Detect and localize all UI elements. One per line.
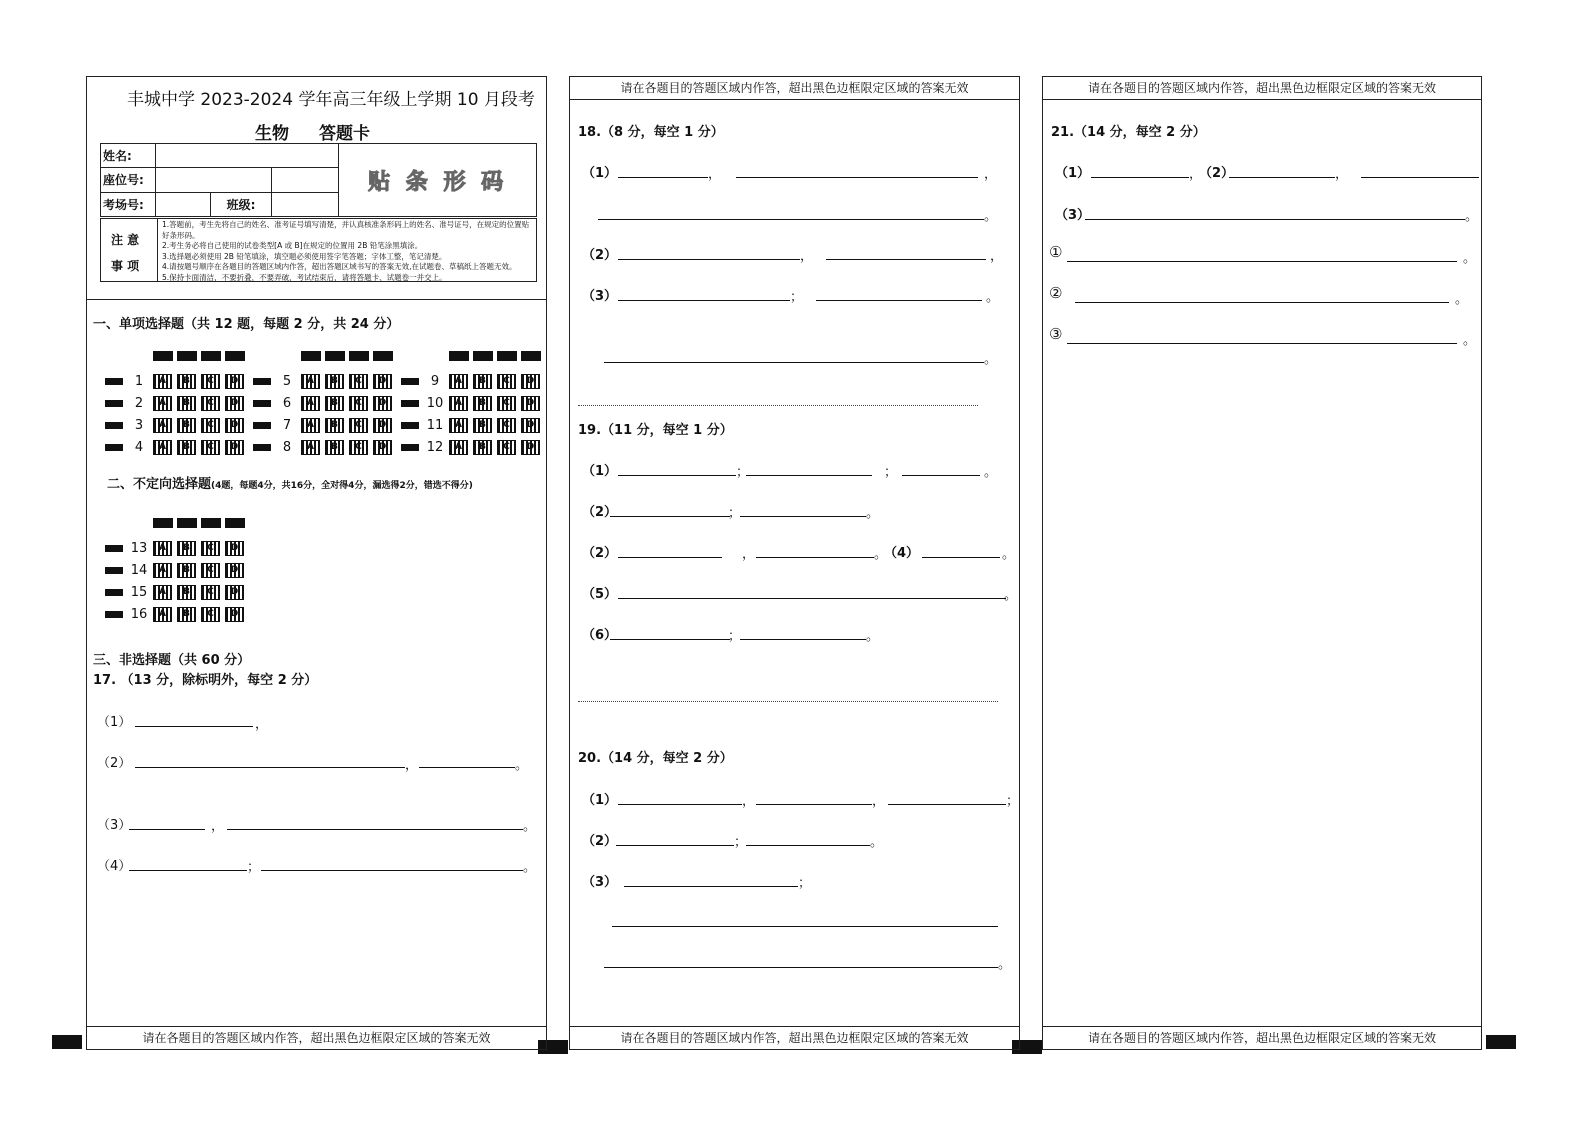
punct: 。: [1465, 209, 1479, 224]
choice-bubble[interactable]: B: [177, 396, 196, 411]
q19-label-2: （2）: [582, 505, 618, 520]
choice-bubble[interactable]: B: [473, 440, 492, 455]
note-item: 5.保持卡面清洁，不要折叠，不要弄破，考试结束后，请将答题卡、试题卷一并交上。: [162, 272, 447, 282]
choice-bubble[interactable]: C: [201, 585, 220, 600]
choice-bubble[interactable]: D: [521, 418, 540, 433]
q18-label-2: （2）: [582, 248, 618, 263]
seat-extra: [272, 168, 339, 192]
q19-label-4: （4）: [884, 546, 920, 561]
q20-blank[interactable]: [746, 845, 870, 846]
divider: [578, 405, 978, 406]
question-number: 2: [134, 396, 144, 411]
punct: 。: [984, 209, 998, 224]
section3-title: 三、非选择题（共 60 分）: [93, 653, 251, 668]
punct: ，: [708, 167, 722, 182]
q20-label-1: （1）: [582, 793, 618, 808]
warning-footer: 请在各题目的答题区域内作答，超出黑色边框限定区域的答案无效: [570, 1026, 1019, 1049]
punct: 。: [523, 819, 537, 834]
room-field[interactable]: [156, 192, 211, 216]
timing-tick: [105, 378, 123, 385]
choice-bubbles: [449, 396, 540, 411]
punct: ，: [742, 547, 756, 562]
punct: ，: [990, 249, 1004, 264]
q18-blank[interactable]: [736, 177, 978, 178]
candidate-info-table: [100, 143, 537, 217]
punct: ，: [1189, 167, 1203, 182]
punct: ；: [798, 876, 812, 891]
choice-bubble[interactable]: D: [225, 418, 244, 433]
punct: 。: [984, 465, 998, 480]
timing-tick: [105, 444, 123, 451]
punct: 。: [986, 290, 1000, 305]
punct: 。: [1004, 588, 1018, 603]
choice-bubble[interactable]: C: [201, 541, 220, 556]
warning-footer: 请在各题目的答题区域内作答，超出黑色边框限定区域的答案无效: [87, 1026, 546, 1049]
question-number: 4: [134, 440, 144, 455]
class-label: 班级:: [211, 192, 272, 216]
choice-bubble[interactable]: D: [225, 374, 244, 389]
question-number: 9: [430, 374, 440, 389]
choice-bubble[interactable]: B: [473, 374, 492, 389]
timing-tick: [401, 422, 419, 429]
choice-bubble[interactable]: A: [153, 374, 172, 389]
q17-blank[interactable]: [129, 870, 247, 871]
choice-bubbles: [153, 563, 244, 578]
choice-bubbles: [301, 396, 392, 411]
q18-blank[interactable]: [598, 219, 984, 220]
q17-blank[interactable]: [419, 767, 515, 768]
q18-blank[interactable]: [816, 300, 982, 301]
q20-label-2: （2）: [582, 834, 618, 849]
choice-bubble[interactable]: A: [153, 396, 172, 411]
exam-title: 丰城中学 2023-2024 学年高三年级上学期 10 月段考: [127, 90, 535, 110]
choice-bubble[interactable]: C: [201, 418, 220, 433]
notes-label-1: 注 意: [111, 233, 140, 247]
timing-tick: [253, 378, 271, 385]
q19-label-1: （1）: [582, 464, 618, 479]
question-number: 5: [282, 374, 292, 389]
section2-title-text: 二、不定向选择题: [107, 477, 212, 492]
column-1: [86, 76, 547, 1050]
choice-bubble[interactable]: B: [473, 418, 492, 433]
warning-footer: 请在各题目的答题区域内作答，超出黑色边框限定区域的答案无效: [1043, 1026, 1481, 1049]
choice-bubble[interactable]: C: [201, 607, 220, 622]
punct: 。: [874, 547, 888, 562]
punct: ，: [800, 249, 814, 264]
notes-text: [162, 220, 534, 283]
q21-circled-3: ③: [1049, 325, 1063, 343]
choice-bubbles: [301, 418, 392, 433]
punct: ，: [255, 717, 269, 732]
choice-bubble[interactable]: D: [373, 418, 392, 433]
choice-bubble[interactable]: A: [301, 440, 320, 455]
q17-blank[interactable]: [135, 767, 405, 768]
punct: 。: [866, 506, 880, 521]
choice-bubble[interactable]: B: [177, 541, 196, 556]
question-number: 12: [426, 440, 444, 455]
q20-blank[interactable]: [612, 926, 998, 927]
q21-blank[interactable]: [1361, 177, 1479, 178]
choice-bubbles: [301, 374, 392, 389]
choice-bubble[interactable]: A: [153, 607, 172, 622]
q21-blank[interactable]: [1075, 302, 1449, 303]
q21-blank[interactable]: [1229, 177, 1335, 178]
q19-blank[interactable]: [740, 516, 866, 517]
warning-header: 请在各题目的答题区域内作答，超出黑色边框限定区域的答案无效: [1043, 77, 1481, 100]
punct: ，: [984, 167, 998, 182]
q21-blank[interactable]: [1091, 177, 1189, 178]
note-item: 2.考生务必将自己使用的试卷类型[A 或 B]在规定的位置用 2B 铅笔涂黑填涂。: [162, 241, 423, 250]
q20-blank[interactable]: [616, 845, 734, 846]
choice-bubble[interactable]: D: [521, 396, 540, 411]
choice-bubble[interactable]: D: [373, 374, 392, 389]
timing-tick: [401, 400, 419, 407]
q19-blank[interactable]: [902, 475, 980, 476]
question-number: 6: [282, 396, 292, 411]
timing-mark: [52, 1035, 82, 1049]
question-number: 14: [130, 563, 148, 578]
q21-circled-2: ②: [1049, 284, 1063, 302]
option-header-group: [301, 346, 397, 365]
choice-bubbles: [449, 374, 540, 389]
q18-blank[interactable]: [618, 177, 708, 178]
punct: 。: [1002, 547, 1016, 562]
punct: ，: [872, 794, 886, 809]
choice-bubble[interactable]: D: [225, 585, 244, 600]
question-number: 13: [130, 541, 148, 556]
choice-bubble[interactable]: B: [325, 418, 344, 433]
question-number: 16: [130, 607, 148, 622]
punct: ；: [790, 290, 804, 305]
q19-label-6: （6）: [582, 628, 618, 643]
choice-bubble[interactable]: A: [301, 418, 320, 433]
timing-tick: [401, 378, 419, 385]
choice-bubble[interactable]: A: [449, 440, 468, 455]
choice-bubbles: [449, 418, 540, 433]
punct: ，: [405, 758, 419, 773]
q18-blank[interactable]: [618, 300, 790, 301]
choice-bubble[interactable]: A: [153, 541, 172, 556]
choice-bubble[interactable]: C: [201, 563, 220, 578]
q17-label-3: （3）: [97, 818, 132, 833]
q18-label-3: （3）: [582, 289, 618, 304]
q21-title: 21.（14 分，每空 2 分）: [1051, 125, 1206, 140]
name-field[interactable]: [156, 144, 339, 168]
choice-bubbles: [153, 585, 244, 600]
punct: 。: [1455, 292, 1469, 307]
choice-bubble[interactable]: C: [349, 396, 368, 411]
choice-bubble[interactable]: B: [177, 374, 196, 389]
question-number: 7: [282, 418, 292, 433]
timing-tick: [253, 400, 271, 407]
q19-blank[interactable]: [746, 475, 872, 476]
choice-bubble[interactable]: D: [225, 541, 244, 556]
q21-blank[interactable]: [1067, 343, 1457, 344]
choice-bubble[interactable]: C: [497, 396, 516, 411]
punct: ；: [728, 506, 742, 521]
choice-bubble[interactable]: B: [473, 396, 492, 411]
choice-bubble[interactable]: C: [497, 440, 516, 455]
q17-label-1: （1）: [97, 715, 132, 730]
punct: ；: [247, 860, 261, 875]
divider: [578, 701, 998, 702]
choice-bubble[interactable]: B: [177, 563, 196, 578]
seat-label: 座位号:: [101, 168, 156, 192]
punct: ；: [734, 835, 748, 850]
choice-bubble[interactable]: C: [201, 374, 220, 389]
q17-blank[interactable]: [135, 726, 253, 727]
q18-label-1: （1）: [582, 166, 618, 181]
q18-title: 18.（8 分，每空 1 分）: [578, 125, 724, 140]
q19-blank[interactable]: [618, 475, 736, 476]
note-item: 1.答题前，考生先将自己的姓名、准考证号填写清楚，并认真核准条形码上的姓名、准号证号，在规定的位置贴好条形码。: [162, 220, 530, 240]
question-number: 3: [134, 418, 144, 433]
room-label: 考场号:: [101, 192, 156, 216]
choice-bubbles: [153, 418, 244, 433]
q20-blank[interactable]: [888, 804, 1006, 805]
q18-blank[interactable]: [618, 259, 800, 260]
choice-bubbles: [153, 440, 244, 455]
option-header-group: [153, 346, 249, 365]
choice-bubble[interactable]: D: [225, 396, 244, 411]
question-number: 8: [282, 440, 292, 455]
choice-bubble[interactable]: C: [497, 418, 516, 433]
punct: 。: [515, 758, 529, 773]
q20-title: 20.（14 分，每空 2 分）: [578, 751, 733, 766]
q18-blank[interactable]: [826, 259, 986, 260]
barcode-area: [339, 144, 537, 217]
option-header-group: [153, 513, 249, 532]
punct: ，: [211, 819, 225, 834]
choice-bubble[interactable]: A: [301, 374, 320, 389]
q19-label-2b: （2）: [582, 546, 618, 561]
choice-bubble[interactable]: B: [325, 396, 344, 411]
card-label: 答题卡: [319, 124, 370, 144]
q19-blank[interactable]: [756, 557, 874, 558]
choice-bubble[interactable]: D: [373, 440, 392, 455]
q17-label-4: （4）: [97, 859, 132, 874]
q17-blank[interactable]: [129, 829, 205, 830]
punct: 。: [866, 629, 880, 644]
choice-bubble[interactable]: A: [153, 563, 172, 578]
section2-note: (4题，每题4分，共16分，全对得4分，漏选得2分，错选不得分): [211, 481, 473, 491]
name-label: 姓名:: [101, 144, 156, 168]
punct: ，: [742, 794, 756, 809]
choice-bubble[interactable]: C: [349, 440, 368, 455]
column-2: [569, 76, 1020, 1050]
choice-bubble[interactable]: C: [497, 374, 516, 389]
q19-title: 19.（11 分，每空 1 分）: [578, 423, 733, 438]
question-number: 10: [426, 396, 444, 411]
choice-bubbles: [153, 541, 244, 556]
timing-tick: [401, 444, 419, 451]
q17-label-2: （2）: [97, 756, 132, 771]
q19-blank[interactable]: [610, 639, 730, 640]
choice-bubble[interactable]: B: [177, 418, 196, 433]
choice-bubble[interactable]: C: [349, 418, 368, 433]
subject-label: 生物: [255, 124, 289, 144]
choice-bubble[interactable]: C: [349, 374, 368, 389]
choice-bubble[interactable]: D: [225, 607, 244, 622]
q19-blank[interactable]: [610, 516, 730, 517]
timing-tick: [105, 422, 123, 429]
choice-bubble[interactable]: D: [521, 374, 540, 389]
column-3: [1042, 76, 1482, 1050]
choice-bubbles: [153, 607, 244, 622]
punct: 。: [870, 835, 884, 850]
choice-bubble[interactable]: D: [225, 440, 244, 455]
punct: ；: [736, 465, 750, 480]
q19-blank[interactable]: [618, 598, 1006, 599]
q19-blank[interactable]: [618, 557, 722, 558]
q18-blank[interactable]: [604, 362, 984, 363]
q21-label-1: （1）: [1055, 166, 1091, 181]
q19-blank[interactable]: [740, 639, 866, 640]
punct: ；: [884, 465, 898, 480]
choice-bubble[interactable]: D: [373, 396, 392, 411]
q21-label-3: （3）: [1055, 208, 1091, 223]
section2-title: [107, 473, 473, 492]
q20-label-3: （3）: [582, 875, 618, 890]
timing-tick: [105, 567, 123, 574]
q20-blank[interactable]: [624, 886, 798, 887]
q20-blank[interactable]: [756, 804, 872, 805]
warning-header: 请在各题目的答题区域内作答，超出黑色边框限定区域的答案无效: [570, 77, 1019, 100]
punct: ；: [728, 629, 742, 644]
q21-circled-1: ①: [1049, 243, 1063, 261]
q17-title: 17. （13 分，除标明外，每空 2 分）: [93, 673, 318, 688]
q17-blank[interactable]: [261, 870, 523, 871]
q21-label-2: （2）: [1199, 166, 1235, 181]
choice-bubble[interactable]: A: [153, 440, 172, 455]
note-item: 4.请按题号顺序在各题目的答题区域内作答，超出答题区域书写的答案无效,在试题卷、草稿纸上答题无效。: [162, 262, 517, 271]
timing-tick: [253, 422, 271, 429]
punct: 。: [1463, 251, 1477, 266]
choice-bubble[interactable]: B: [177, 607, 196, 622]
punct: ；: [1006, 794, 1020, 809]
choice-bubble[interactable]: B: [325, 374, 344, 389]
choice-bubble[interactable]: A: [449, 396, 468, 411]
q19-label-5: （5）: [582, 587, 618, 602]
choice-bubbles: [449, 440, 540, 455]
choice-bubbles: [301, 440, 392, 455]
q21-blank[interactable]: [1085, 219, 1465, 220]
question-number: 11: [426, 418, 444, 433]
timing-mark: [1486, 1035, 1516, 1049]
choice-bubble[interactable]: B: [177, 585, 196, 600]
choice-bubble[interactable]: A: [449, 418, 468, 433]
choice-bubbles: [153, 374, 244, 389]
choice-bubble[interactable]: D: [225, 563, 244, 578]
barcode-label: 贴 条 形 码: [368, 169, 508, 195]
timing-tick: [105, 400, 123, 407]
choice-bubble[interactable]: A: [153, 585, 172, 600]
q20-blank[interactable]: [618, 804, 742, 805]
choice-bubble[interactable]: A: [449, 374, 468, 389]
question-number: 15: [130, 585, 148, 600]
section1-title: 一、单项选择题（共 12 题，每题 2 分，共 24 分）: [93, 317, 400, 332]
q17-blank[interactable]: [227, 829, 523, 830]
punct: 。: [1463, 333, 1477, 348]
punct: 。: [523, 860, 537, 875]
choice-bubble[interactable]: C: [201, 396, 220, 411]
choice-bubble[interactable]: C: [201, 440, 220, 455]
notes-box: [100, 218, 537, 282]
punct: ，: [1335, 167, 1349, 182]
choice-bubble[interactable]: B: [325, 440, 344, 455]
choice-bubble[interactable]: D: [521, 440, 540, 455]
timing-tick: [105, 611, 123, 618]
choice-bubble[interactable]: A: [301, 396, 320, 411]
choice-bubble[interactable]: B: [177, 440, 196, 455]
question-number: 1: [134, 374, 144, 389]
timing-tick: [253, 444, 271, 451]
timing-tick: [105, 545, 123, 552]
q19-blank[interactable]: [922, 557, 1000, 558]
notes-label-2: 事 项: [111, 259, 140, 273]
q21-blank[interactable]: [1067, 261, 1457, 262]
choice-bubble[interactable]: A: [153, 418, 172, 433]
option-header-group: [449, 346, 545, 365]
choice-bubbles: [153, 396, 244, 411]
timing-tick: [105, 589, 123, 596]
q20-blank[interactable]: [604, 967, 998, 968]
punct: 。: [998, 957, 1012, 972]
seat-field[interactable]: [156, 168, 272, 192]
punct: 。: [984, 352, 998, 367]
note-item: 3.选择题必须使用 2B 铅笔填涂，填空题必须使用签字笔答题；字体工整，笔记清楚。: [162, 251, 447, 261]
class-field[interactable]: [272, 192, 339, 216]
